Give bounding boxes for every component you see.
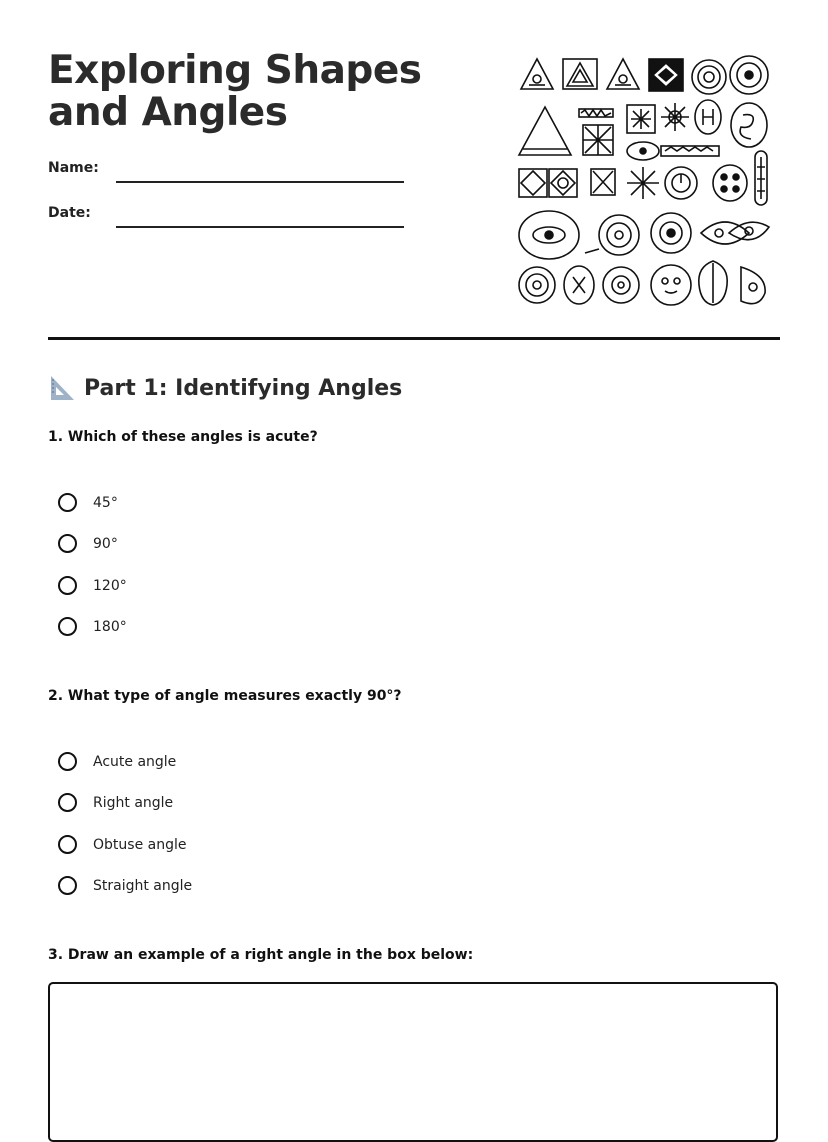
radio-button[interactable] [58,576,77,595]
target-circle-icon [519,267,555,303]
part1-heading-row [48,374,402,402]
q2-option[interactable] [58,752,176,771]
dial-circle-icon [665,167,697,199]
diamond-squares-icon [519,169,577,197]
option-label: 180° [93,618,127,635]
q1-option[interactable] [58,576,127,595]
zigzag-bar-icon [579,109,613,117]
shield-tribal-icon [695,100,721,134]
date-field-row [48,205,404,228]
option-label: Obtuse angle [93,836,187,853]
drawing-box[interactable] [48,982,778,1142]
radio-button[interactable] [58,876,77,895]
radio-button[interactable] [58,617,77,636]
option-label: 120° [93,577,127,594]
triangle-small-icon [607,59,639,89]
question-3: 3. Draw an example of a right angle in the box below: [48,947,474,963]
triangle-square-icon [563,59,597,89]
diamond-black-icon [649,59,683,91]
q2-option[interactable] [58,793,173,812]
tribal-egg-icon [564,266,594,304]
set-square-icon [48,374,76,402]
sun-ornate-icon [730,56,768,94]
eye-sun-icon [519,211,579,259]
shield-split-icon [699,261,727,305]
swirl-oval-icon [731,103,767,147]
part1-heading: Part 1: Identifying Angles [84,375,403,401]
face-sun-icon [651,265,691,305]
name-line-field[interactable] [116,160,404,183]
four-dot-oval-icon [713,165,747,201]
radio-button[interactable] [58,793,77,812]
q1-option[interactable] [58,534,118,553]
radio-button[interactable] [58,835,77,854]
leaf-spiral-icon [741,267,765,304]
worksheet-title: Exploring Shapes and Angles [48,48,422,135]
radio-button[interactable] [58,493,77,512]
q2-option[interactable] [58,876,192,895]
option-label: Right angle [93,794,174,811]
large-triangle-icon [519,107,571,155]
star-burst-icon [627,167,659,199]
vertical-band-icon [755,151,767,205]
name-field-row [48,160,404,183]
q1-option[interactable] [58,493,118,512]
q2-option[interactable] [58,835,186,854]
radio-button[interactable] [58,752,77,771]
question-2: 2. What type of angle measures exactly 90°? [48,688,402,704]
option-label: 90° [93,535,118,552]
date-line-field[interactable] [116,205,404,228]
square-star-icon [627,105,655,133]
option-label: 45° [93,494,118,511]
q1-option[interactable] [58,617,127,636]
question-1: 1. Which of these angles is acute? [48,429,318,445]
spiral-circle-icon [585,215,639,255]
date-label: Date: [48,205,91,221]
option-label: Acute angle [93,753,177,770]
triangle-eye-icon [521,59,553,89]
eyes-mask-icon [701,222,769,244]
starburst-square-icon [583,125,613,155]
target-sun-icon [651,213,691,253]
cross-square-icon [591,169,615,195]
eye-band-icon [627,142,719,160]
option-label: Straight angle [93,877,193,894]
sun-circle-icon [692,60,726,94]
flower-icon [661,103,689,131]
tribal-shapes-pattern-icon [515,55,775,311]
concentric-oval-icon [603,267,639,303]
section-divider [48,337,780,340]
name-label: Name: [48,160,99,176]
radio-button[interactable] [58,534,77,553]
